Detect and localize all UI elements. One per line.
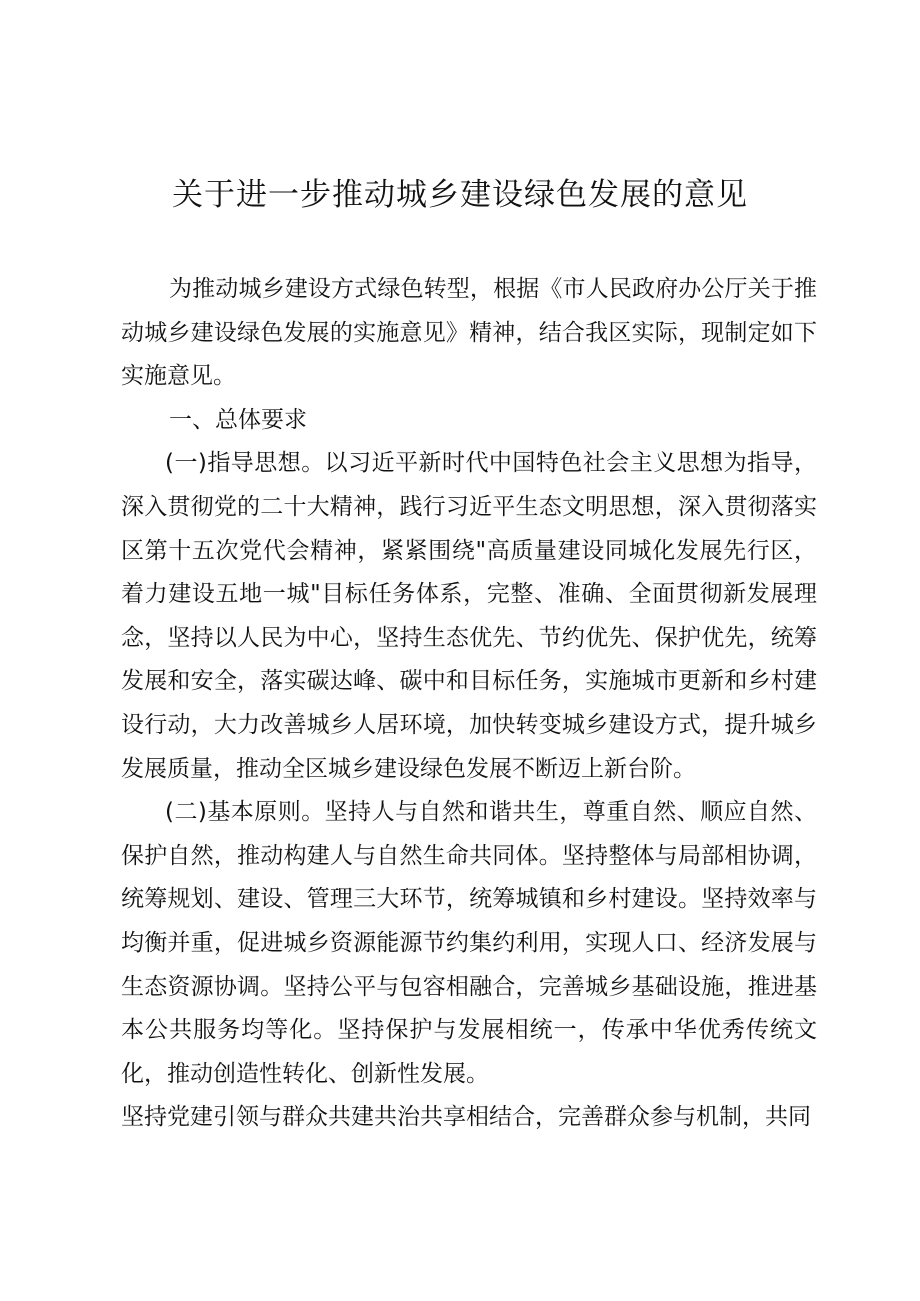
document-title: 关于进一步推动城乡建设绿色发展的意见 <box>172 177 748 213</box>
basic-principles-paragraph: (二)基本原则。坚持人与自然和谐共生，尊重自然、顺应自然、保护自然，推动构建人与自然生命共同体。坚持整体与局部相协调，统筹规划、建设、管理三大环节，统筹城镇和乡村建设。坚持效率与均衡并重，促进城乡资源能源节约集约利用，实现人口、经济发展与生态资源协调。坚持公平与包容相融合，完善城乡基础设施，推进基本公共服务均等化。坚持保护与发展相统一，传承中华优秀传统文化，推动创造性转化、创新性发展。 <box>121 799 817 1087</box>
guiding-ideology-paragraph: (一)指导思想。以习近平新时代中国特色社会主义思想为指导，深入贯彻党的二十大精神，践行习近平生态文明思想，深入贯彻落实区第十五次党代会精神，紧紧围绕"高质量建设同城化发展先行区，着力建设五地一城"目标任务体系，完整、准确、全面贯彻新发展理念，坚持以人民为中心，坚持生态优先、节约优先、保护优先，统筹发展和安全，落实碳达峰、碳中和目标任务，实施城市更新和乡村建设行动，大力改善城乡人居环境，加快转变城乡建设方式，提升城乡发展质量，推动全区城乡建设绿色发展不断迈上新台阶。 <box>121 450 817 782</box>
document-body <box>121 268 817 1140</box>
intro-paragraph: 为推动城乡建设方式绿色转型，根据《市人民政府办公厅关于推动城乡建设绿色发展的实施意见》精神，结合我区实际，现制定如下实施意见。 <box>121 276 817 390</box>
section-heading-general-requirements: 一、总体要求 <box>169 406 307 433</box>
party-leadership-paragraph: 坚持党建引领与群众共建共治共享相结合，完善群众参与机制，共同 <box>121 1104 811 1131</box>
